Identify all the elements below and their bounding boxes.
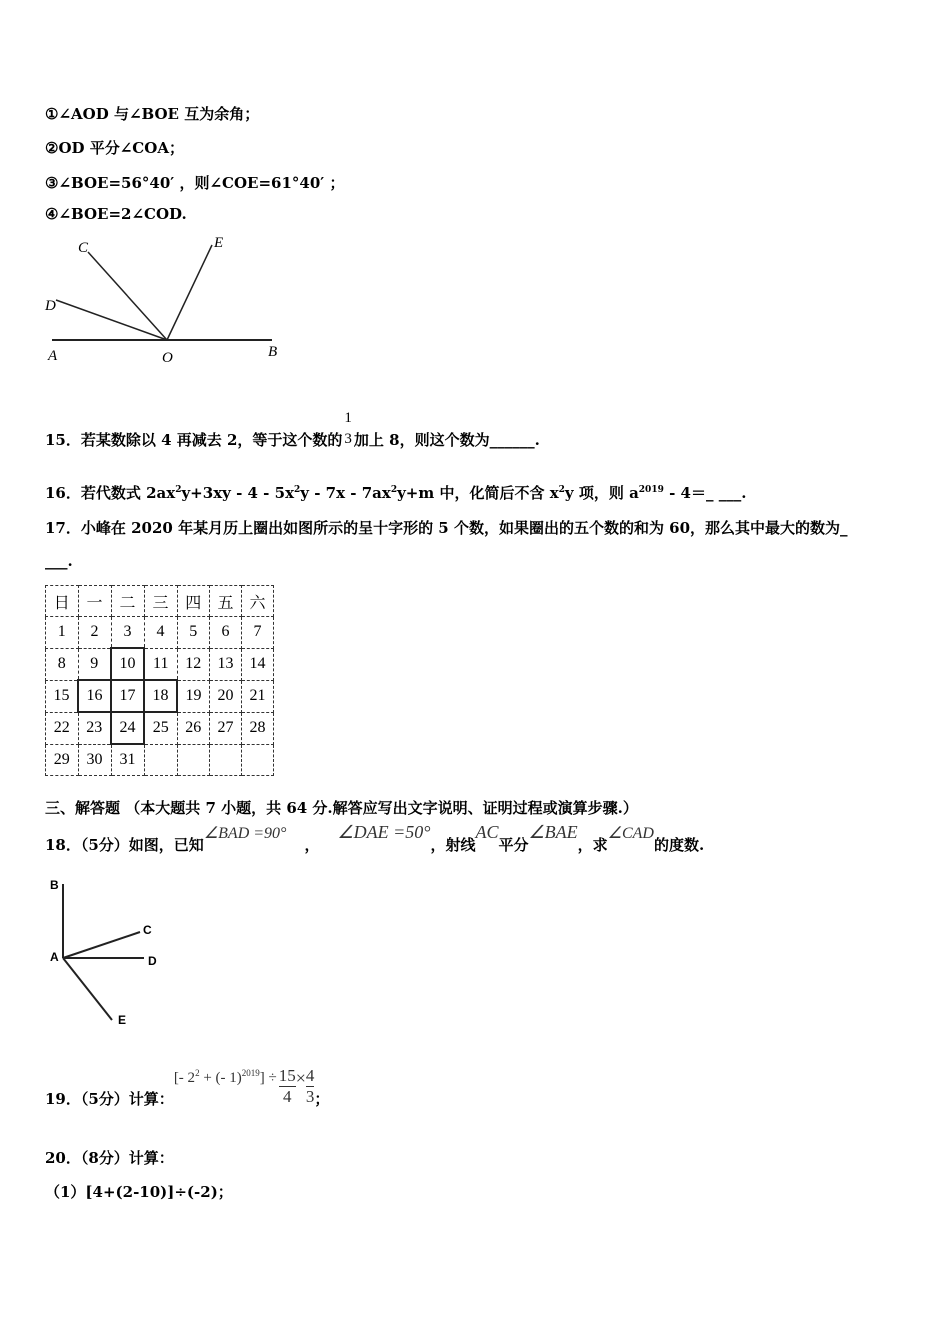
text bbox=[242, 744, 274, 776]
question-15 bbox=[45, 410, 540, 458]
text: 2 bbox=[195, 1068, 200, 1078]
text: y+3xy - 4 - 5x bbox=[181, 484, 295, 502]
text: 日 bbox=[46, 586, 79, 617]
label-E: E bbox=[214, 235, 224, 251]
text: 5 bbox=[177, 617, 210, 649]
text: 3 bbox=[111, 617, 144, 649]
text: 三 bbox=[144, 586, 177, 617]
text: ] ÷ bbox=[259, 1070, 277, 1086]
circled-cell: 24 bbox=[111, 712, 144, 744]
text: 四 bbox=[177, 586, 210, 617]
text: [- 2 bbox=[173, 1070, 196, 1086]
text: 6 bbox=[210, 617, 242, 649]
calendar-row bbox=[46, 617, 274, 649]
label-O: O bbox=[162, 350, 173, 366]
text: 4 bbox=[144, 617, 177, 649]
text: 20 bbox=[210, 680, 242, 712]
text: 15 bbox=[278, 1066, 296, 1085]
text bbox=[177, 744, 210, 776]
label-B: B bbox=[268, 344, 278, 360]
text: A bbox=[50, 950, 59, 964]
fraction-one-third bbox=[344, 410, 352, 458]
text: 11 bbox=[144, 648, 177, 680]
text: ∠BAE bbox=[528, 822, 578, 842]
text: 2 bbox=[390, 485, 398, 495]
text: 19．（5分）计算： bbox=[45, 1090, 174, 1108]
text: B bbox=[50, 878, 59, 892]
calendar-row bbox=[46, 744, 274, 776]
math-expression bbox=[173, 1066, 315, 1106]
text: y+m 中，化简后不含 x bbox=[397, 484, 559, 502]
text bbox=[210, 744, 242, 776]
text: 27 bbox=[210, 712, 242, 744]
text: 23 bbox=[78, 712, 111, 744]
text: y 项，则 a bbox=[564, 484, 639, 502]
text: ； bbox=[314, 1090, 330, 1108]
text: 平分 bbox=[498, 836, 529, 854]
text: ，求 bbox=[577, 836, 608, 854]
text: AC bbox=[475, 822, 499, 842]
text: 3 bbox=[344, 431, 352, 447]
text bbox=[144, 744, 177, 776]
text: 4 bbox=[283, 1087, 292, 1106]
text: 9 bbox=[78, 648, 111, 680]
text: 1 bbox=[344, 410, 352, 426]
text: ∠DAE =50° bbox=[337, 822, 431, 842]
text: 的度数. bbox=[653, 836, 705, 854]
text: 1 bbox=[46, 617, 79, 649]
question-20-part-1: （1）[4+(2-10)]÷(-2)； bbox=[45, 1183, 233, 1201]
label-D: D bbox=[45, 298, 56, 314]
text: 22 bbox=[46, 712, 79, 744]
text: 26 bbox=[177, 712, 210, 744]
angle-figure-1 bbox=[40, 230, 300, 370]
text: 12 bbox=[177, 648, 210, 680]
question-17-line1: 17．小峰在 2020 年某月历上圈出如图所示的呈十字形的 5 个数，如果圈出的五个数的和为 60，那么其中最大的数为_ bbox=[45, 519, 848, 537]
circled-cell: 10 bbox=[111, 648, 144, 680]
text: 2019 bbox=[241, 1068, 260, 1078]
angle-figure-2 bbox=[40, 872, 180, 1032]
q14-option-3: ③∠BOE=56°40′ ，则∠COE=61°40′ ； bbox=[45, 174, 345, 192]
label-C: C bbox=[78, 240, 89, 256]
text: 二 bbox=[111, 586, 144, 617]
label-A: A bbox=[48, 348, 58, 364]
text: 31 bbox=[111, 744, 144, 776]
text: 7 bbox=[242, 617, 274, 649]
text: 13 bbox=[210, 648, 242, 680]
text: 17 bbox=[111, 680, 144, 712]
text: 一 bbox=[78, 586, 111, 617]
calendar-row bbox=[46, 712, 274, 744]
section-3-heading: 三、解答题 （本大题共 7 小题，共 64 分.解答应写出文字说明、证明过程或演算步骤.） bbox=[45, 799, 638, 817]
text: - 4＝_ ___. bbox=[663, 484, 747, 502]
question-17-line2: ___. bbox=[45, 552, 73, 570]
q14-option-2: ②OD 平分∠COA； bbox=[45, 139, 184, 157]
text: ，射线 bbox=[430, 836, 476, 854]
text: 25 bbox=[144, 712, 177, 744]
text: 加上 8，则这个数为______. bbox=[353, 431, 540, 449]
question-16 bbox=[45, 482, 746, 503]
text: C bbox=[143, 923, 152, 937]
question-18 bbox=[45, 822, 704, 862]
text: D bbox=[148, 954, 157, 968]
text: 19 bbox=[177, 680, 210, 712]
text: 15．若某数除以 4 再减去 2，等于这个数的 bbox=[45, 431, 343, 449]
text: 六 bbox=[242, 586, 274, 617]
text: 28 bbox=[242, 712, 274, 744]
calendar-row bbox=[46, 648, 274, 680]
text: + (- 1) bbox=[199, 1070, 242, 1086]
text: y - 7x - 7ax bbox=[300, 484, 391, 502]
text: 30 bbox=[78, 744, 111, 776]
circled-cell: 16 bbox=[78, 680, 111, 712]
text: 2019 bbox=[638, 485, 664, 495]
text: 3 bbox=[305, 1087, 315, 1106]
text: ∠BAD =90° bbox=[203, 825, 287, 842]
text: 21 bbox=[242, 680, 274, 712]
text: 五 bbox=[210, 586, 242, 617]
text: 4 bbox=[305, 1066, 315, 1085]
text: 2 bbox=[78, 617, 111, 649]
calendar-table bbox=[45, 585, 274, 776]
question-20-title: 20．（8分）计算： bbox=[45, 1149, 174, 1167]
calendar-header-row bbox=[46, 586, 274, 617]
text: ∠CAD bbox=[607, 825, 654, 842]
circled-cell: 18 bbox=[144, 680, 177, 712]
text: 18．（5分）如图，已知 bbox=[45, 836, 204, 854]
text: E bbox=[118, 1013, 127, 1027]
question-19 bbox=[45, 1066, 329, 1107]
text: 14 bbox=[242, 648, 274, 680]
text: 2 bbox=[175, 485, 182, 495]
text: 2 bbox=[294, 485, 301, 495]
text: 15 bbox=[46, 680, 79, 712]
q14-option-1: ①∠AOD 与∠BOE 互为余角； bbox=[45, 105, 260, 123]
text: 16．若代数式 2ax bbox=[45, 484, 176, 502]
text: ， bbox=[304, 836, 320, 854]
calendar-row bbox=[46, 680, 274, 712]
text: 29 bbox=[46, 744, 79, 776]
text: 2 bbox=[558, 485, 565, 495]
text: × bbox=[295, 1068, 306, 1088]
text: 8 bbox=[46, 648, 79, 680]
q14-option-4: ④∠BOE=2∠COD. bbox=[45, 205, 187, 223]
